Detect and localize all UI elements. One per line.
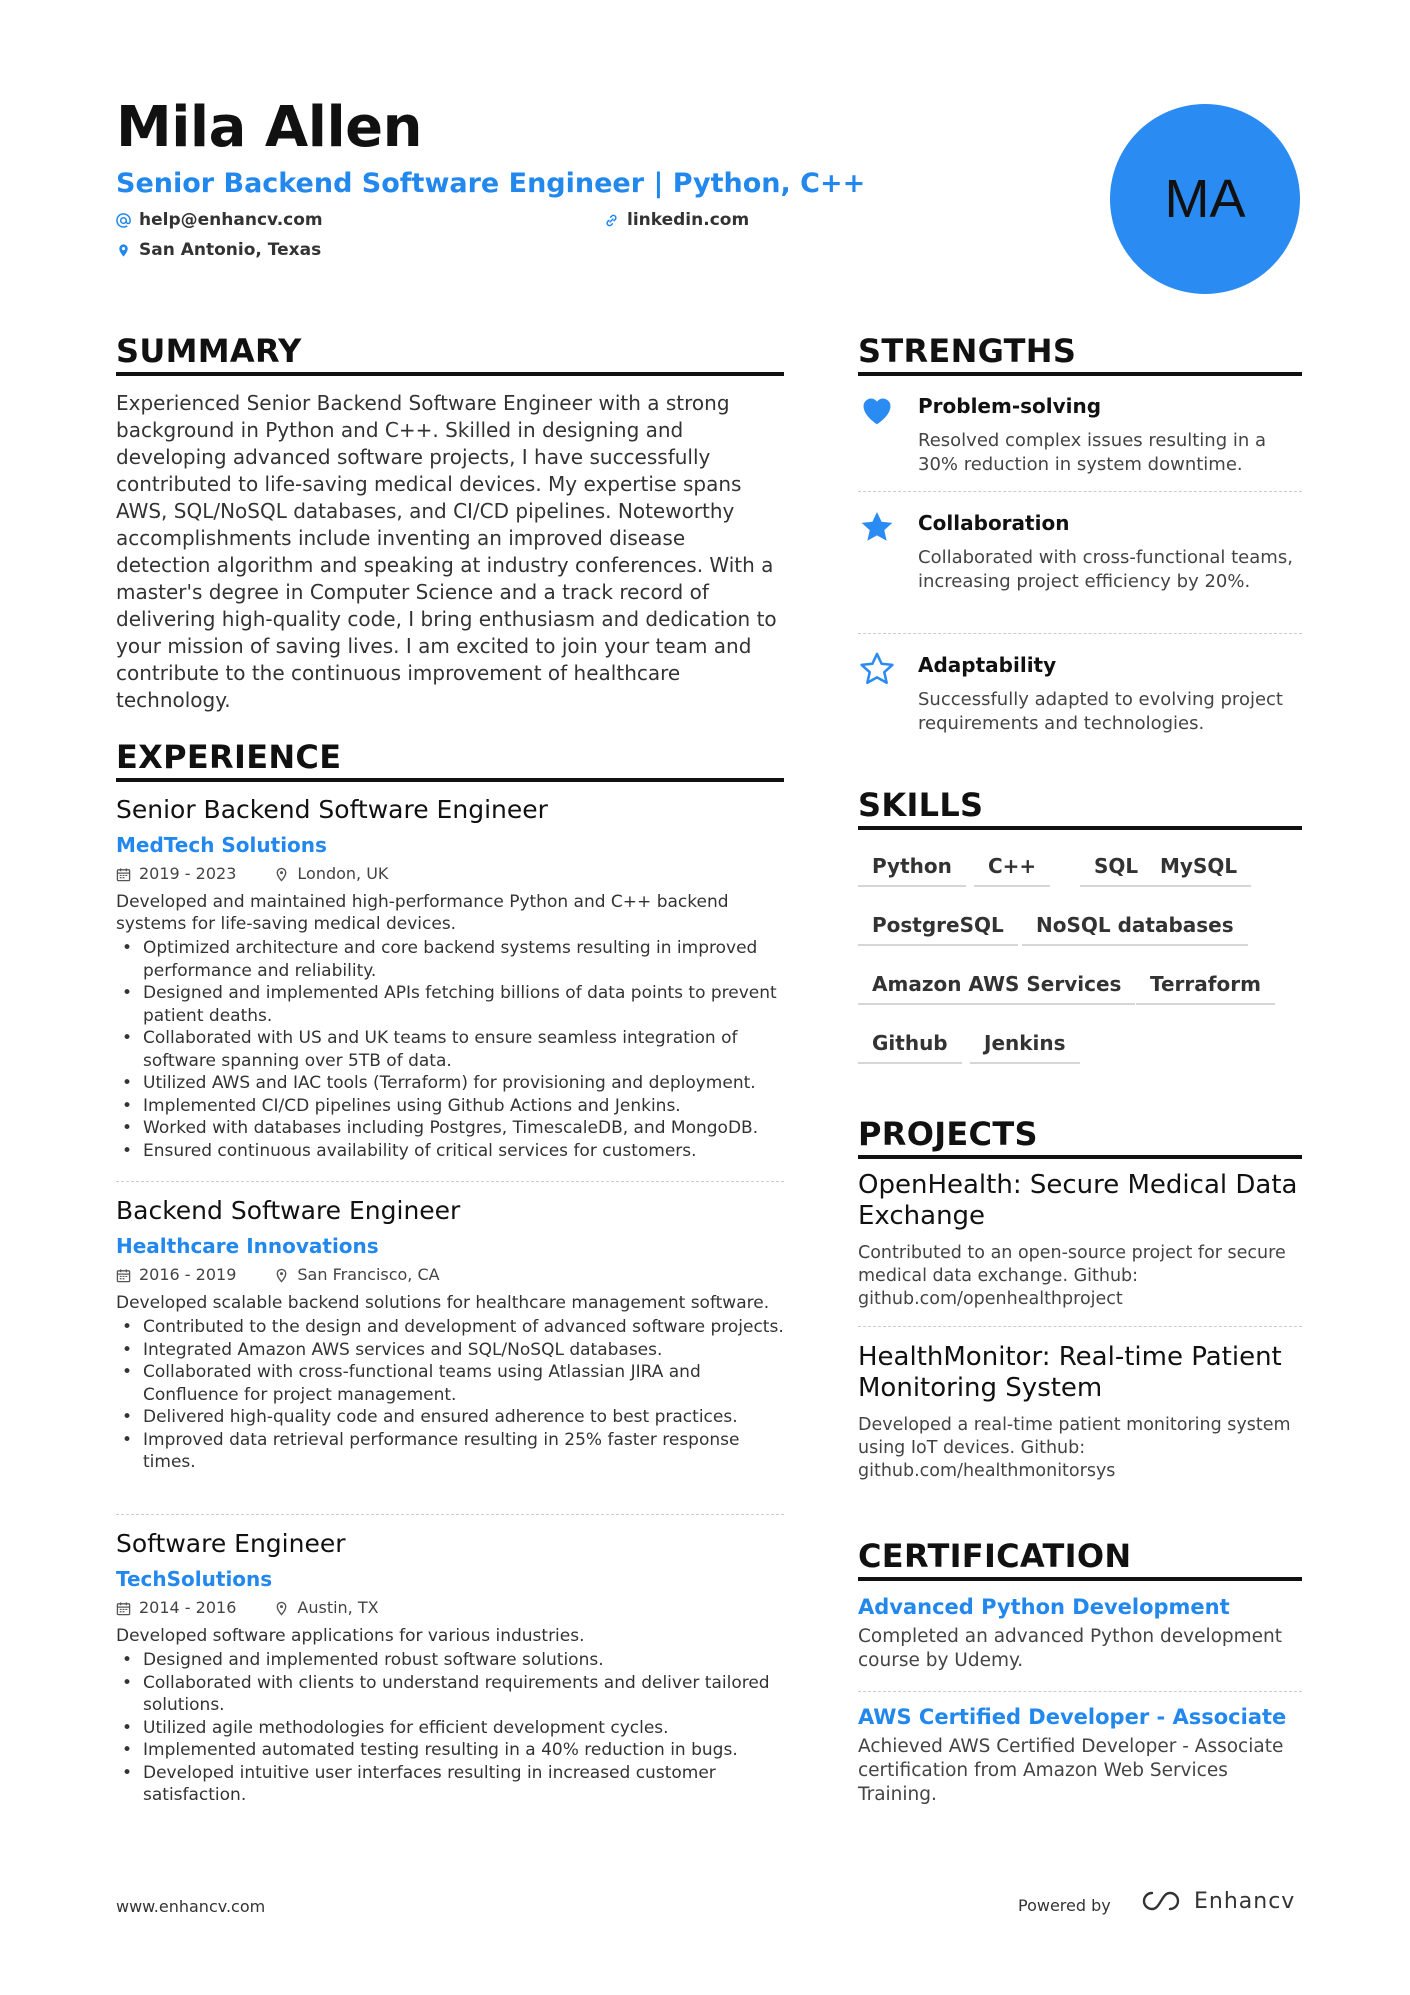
- candidate-title: Senior Backend Software Engineer | Python, C++: [116, 168, 866, 199]
- list-item: • Delivered high-quality code and ensured adherence to best practices.: [116, 1406, 784, 1429]
- project-title: OpenHealth: Secure Medical Data Exchange: [858, 1170, 1298, 1231]
- skill-tag: NoSQL databases: [1022, 908, 1248, 946]
- projects-rule: [858, 1155, 1302, 1159]
- divider: [116, 1514, 784, 1515]
- skill-tag: PostgreSQL: [858, 908, 1018, 946]
- at-icon: [116, 213, 131, 228]
- strength-description: Collaborated with cross-functional teams, increasing project efficiency by 20%.: [918, 547, 1293, 592]
- skill-tag: Github: [858, 1026, 962, 1064]
- contact-email[interactable]: [116, 210, 323, 230]
- strength-item: [858, 650, 1302, 750]
- email-text: help@enhancv.com: [139, 210, 323, 230]
- job-entry: [116, 1528, 784, 1807]
- contact-linkedin[interactable]: [604, 210, 749, 230]
- job-company: MedTech Solutions: [116, 833, 327, 857]
- certification-description: Completed an advanced Python development course by Udemy.: [858, 1626, 1283, 1671]
- list-item: • Utilized AWS and IAC tools (Terraform) for provisioning and deployment.: [116, 1072, 784, 1095]
- list-item: • Optimized architecture and core backend systems resulting in improved performance and reliability.: [116, 937, 784, 982]
- job-description: Developed software applications for various industries.: [116, 1626, 585, 1646]
- job-description: Developed and maintained high-performance Python and C++ backend systems for life-saving medical devices.: [116, 892, 729, 934]
- strengths-rule: [858, 372, 1302, 376]
- strength-title: Collaboration: [918, 511, 1070, 535]
- list-item: • Ensured continuous availability of critical services for customers.: [116, 1140, 784, 1163]
- list-item: • Developed intuitive user interfaces resulting in increased customer satisfaction.: [116, 1762, 784, 1807]
- list-item: • Collaborated with US and UK teams to ensure seamless integration of software spanning over 5TB of data.: [116, 1027, 784, 1072]
- brand-name: Enhancv: [1194, 1888, 1296, 1914]
- projects-heading: PROJECTS: [858, 1115, 1038, 1153]
- link-icon: [604, 213, 619, 228]
- strengths-heading: STRENGTHS: [858, 332, 1077, 370]
- location-pin-icon: [116, 243, 131, 258]
- job-entry: [116, 1195, 784, 1474]
- heart-icon: [858, 391, 896, 429]
- job-description: Developed scalable backend solutions for healthcare management software.: [116, 1293, 770, 1313]
- skill-tag: C++: [974, 849, 1050, 887]
- list-item: • Collaborated with clients to understand requirements and deliver tailored solutions.: [116, 1672, 784, 1717]
- list-item: • Contributed to the design and development of advanced software projects.: [116, 1316, 784, 1339]
- location-pin-icon: [274, 1601, 289, 1616]
- avatar: [1110, 104, 1300, 294]
- list-item: • Designed and implemented APIs fetching billions of data points to prevent patient deaths.: [116, 982, 784, 1027]
- project-title: HealthMonitor: Real-time Patient Monitoring System: [858, 1342, 1282, 1403]
- list-item: • Implemented CI/CD pipelines using Github Actions and Jenkins.: [116, 1095, 784, 1118]
- list-item: • Worked with databases including Postgres, TimescaleDB, and MongoDB.: [116, 1117, 784, 1140]
- location-pin-icon: [274, 867, 289, 882]
- skills-rule: [858, 826, 1302, 830]
- footer-brand-logo[interactable]: [1138, 1888, 1295, 1914]
- job-bullets: [116, 937, 784, 1162]
- strength-description: Successfully adapted to evolving project requirements and technologies.: [918, 689, 1283, 734]
- list-item: • Improved data retrieval performance resulting in 25% faster response times.: [116, 1429, 784, 1474]
- certification-title: Advanced Python Development: [858, 1595, 1230, 1619]
- job-location: San Francisco, CA: [297, 1265, 440, 1284]
- list-item: • Implemented automated testing resulting in a 40% reduction in bugs.: [116, 1739, 784, 1762]
- certification-rule: [858, 1577, 1302, 1581]
- experience-heading: EXPERIENCE: [116, 738, 342, 776]
- job-dates: 2016 - 2019: [139, 1265, 237, 1284]
- avatar-initials: MA: [1164, 169, 1246, 229]
- skill-tag: MySQL: [1146, 849, 1251, 887]
- skill-tag: Jenkins: [970, 1026, 1080, 1064]
- divider: [858, 1326, 1302, 1327]
- location-text: San Antonio, Texas: [139, 240, 322, 260]
- list-item: • Utilized agile methodologies for efficient development cycles.: [116, 1717, 784, 1740]
- job-title: Software Engineer: [116, 1529, 346, 1558]
- linkedin-text: linkedin.com: [627, 210, 750, 230]
- job-meta: [116, 1265, 784, 1285]
- strength-title: Adaptability: [918, 653, 1057, 677]
- job-meta: [116, 1598, 784, 1618]
- job-bullets: [116, 1649, 784, 1807]
- star-filled-icon: [858, 508, 896, 546]
- list-item: • Integrated Amazon AWS services and SQL/NoSQL databases.: [116, 1339, 784, 1362]
- project-item: [858, 1170, 1302, 1311]
- job-company: TechSolutions: [116, 1567, 273, 1591]
- job-dates: 2014 - 2016: [139, 1598, 237, 1617]
- project-item: [858, 1342, 1302, 1483]
- certification-description: Achieved AWS Certified Developer - Associate certification from Amazon Web Services Training.: [858, 1736, 1284, 1805]
- strength-item: [858, 508, 1302, 628]
- list-item: • Collaborated with cross-functional teams using Atlassian JIRA and Confluence for project management.: [116, 1361, 784, 1406]
- contact-location: [116, 240, 321, 260]
- skills-heading: SKILLS: [858, 786, 984, 824]
- skill-tag: Amazon AWS Services: [858, 967, 1135, 1005]
- certification-item: [858, 1703, 1302, 1807]
- certification-item: [858, 1593, 1302, 1673]
- job-meta: [116, 864, 784, 884]
- strength-title: Problem-solving: [918, 394, 1102, 418]
- strength-item: [858, 391, 1302, 491]
- project-description: Developed a real-time patient monitoring system using IoT devices. Github: github.com/healthmonitorsys: [858, 1415, 1291, 1481]
- skill-tag: Terraform: [1136, 967, 1275, 1005]
- strength-description: Resolved complex issues resulting in a 30% reduction in system downtime.: [918, 430, 1267, 475]
- certification-heading: CERTIFICATION: [858, 1537, 1132, 1575]
- job-bullets: [116, 1316, 784, 1474]
- divider: [858, 491, 1302, 492]
- enhancv-logo-icon: [1138, 1888, 1184, 1914]
- project-description: Contributed to an open-source project for secure medical data exchange. Github: github.com/openhealthproject: [858, 1243, 1286, 1309]
- skill-tag: Python: [858, 849, 966, 887]
- skill-tag: SQL: [1080, 849, 1152, 887]
- location-pin-icon: [274, 1268, 289, 1283]
- job-entry: [116, 794, 784, 1162]
- job-location: Austin, TX: [297, 1598, 379, 1617]
- calendar-icon: [116, 1601, 131, 1616]
- divider: [116, 1181, 784, 1182]
- list-item: • Designed and implemented robust software solutions.: [116, 1649, 784, 1672]
- footer-powered-by: Powered by: [1018, 1896, 1111, 1915]
- job-location: London, UK: [297, 864, 389, 883]
- candidate-name: Mila Allen: [116, 95, 422, 160]
- job-title: Backend Software Engineer: [116, 1196, 461, 1225]
- star-outline-icon: [858, 650, 896, 688]
- job-title: Senior Backend Software Engineer: [116, 795, 548, 824]
- calendar-icon: [116, 1268, 131, 1283]
- divider: [858, 1691, 1302, 1692]
- experience-rule: [116, 778, 784, 782]
- summary-heading: SUMMARY: [116, 332, 302, 370]
- summary-rule: [116, 372, 784, 376]
- divider: [858, 633, 1302, 634]
- summary-text: Experienced Senior Backend Software Engineer with a strong background in Python and C++. Skilled in designing and developing advanced software projects, I have successfully contributed to life-saving medical devices. My expertise spans AWS, SQL/NoSQL databases, and CI/CD pipelines. Noteworthy accomplishments include inventing an improved disease detection algorithm and speaking at industry conferences. With a master's degree in Computer Science and a track record of delivering high-quality code, I bring enthusiasm and dedication to your mission of saving lives. I am excited to join your team and contribute to the continuous improvement of healthcare technology.: [116, 391, 777, 712]
- calendar-icon: [116, 867, 131, 882]
- footer-website-link[interactable]: www.enhancv.com: [116, 1897, 266, 1916]
- job-dates: 2019 - 2023: [139, 864, 237, 883]
- certification-title: AWS Certified Developer - Associate: [858, 1705, 1287, 1729]
- job-company: Healthcare Innovations: [116, 1234, 379, 1258]
